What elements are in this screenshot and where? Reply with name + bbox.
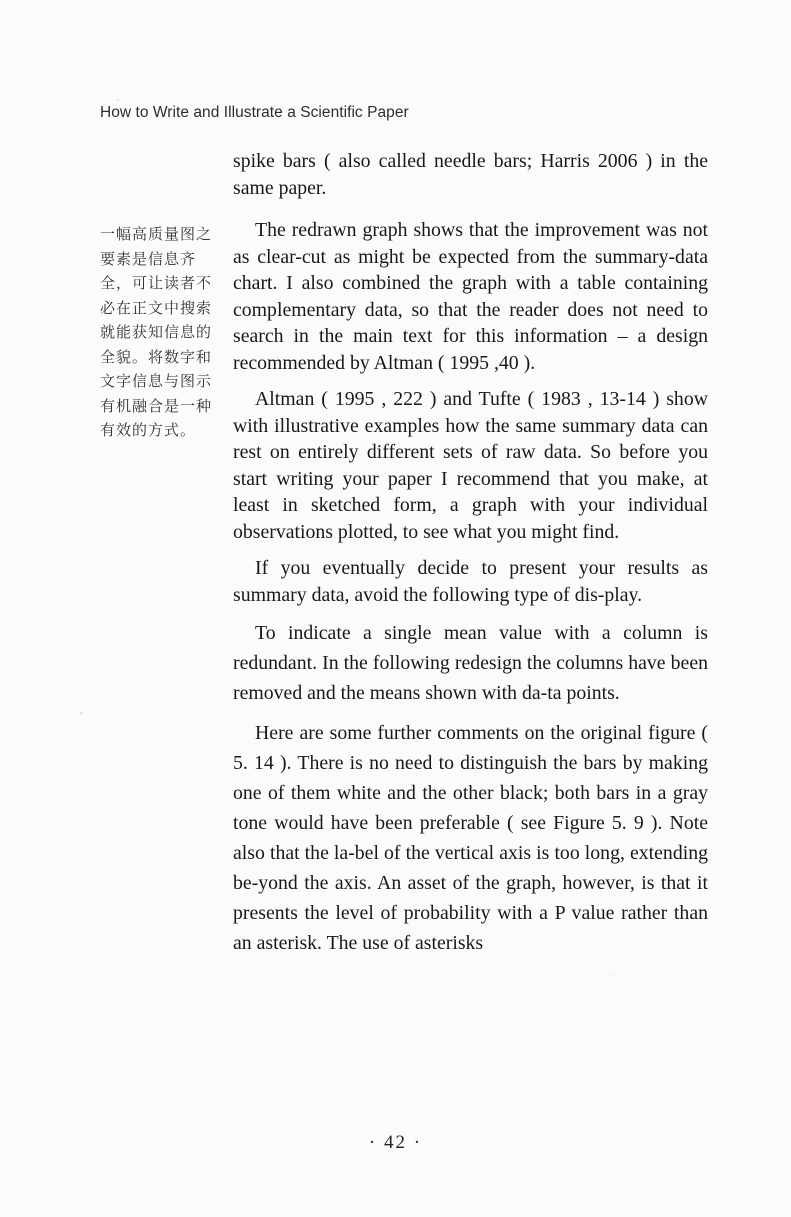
scan-speck (612, 975, 614, 976)
paragraph-4: If you eventually decide to present your results as summary data, avoid the following type of dis-play. (233, 557, 708, 606)
paragraph-5: To indicate a single mean value with a column is redundant. In the following redesign the columns have been removed and the means shown with da-ta points. (233, 622, 708, 704)
page-number: · 42 · (368, 1132, 423, 1153)
paragraph-3: Altman ( 1995 , 222 ) and Tufte ( 1983 , 13-14 ) show with illustrative examples how the same summary data can rest on entirely different sets of raw data. So before you start writing your paper I recommend that you make, at least in sketched form, a graph with your individual observations plotted, to see what you might find. (233, 388, 708, 543)
running-head: How to Write and Illustrate a Scientific Paper (100, 104, 409, 121)
paragraph-1: spike bars ( also called needle bars; Harris 2006 ) in the same paper. (233, 150, 708, 199)
scan-speck (590, 912, 592, 914)
scan-speck (80, 712, 83, 714)
sidebar-note: 一幅高质量图之要素是信息齐全，可让读者不必在正文中搜索就能获知信息的全貌。将数字和文字信息与图示有机融合是一种有效的方式。 (100, 225, 213, 439)
paragraph-6: Here are some further comments on the original figure ( 5. 14 ). There is no need to distinguish the bars by making one of them white and the other black; both bars in a gray tone would have been preferable ( see Figure 5. 9 ). Note also that the la-bel of the vertical axis is too long, extending be-yond the axis. An asset of the graph, however, is that it presents the level of probability with a P value rather than an asterisk. The use of asterisks (233, 722, 708, 954)
paragraph-2: The redrawn graph shows that the improvement was not as clear-cut as might be expected from the summary-data chart. I also combined the graph with a table containing complementary data, so that the reader does not need to search in the main text for this information – a design recommended by Altman ( 1995 ,40 ). (233, 219, 708, 374)
scan-speck (117, 99, 119, 101)
main-text (233, 148, 708, 968)
